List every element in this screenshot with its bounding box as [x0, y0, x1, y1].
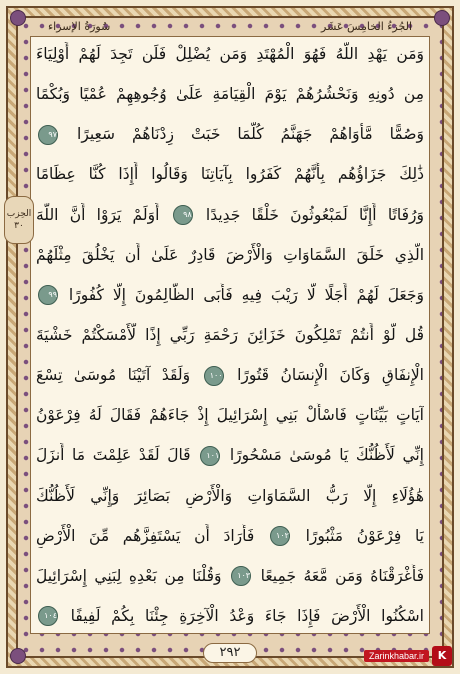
verse-text: الْإِنفَاقِ وَكَانَ الْإِنسَانُ قَتُورًا [237, 366, 424, 385]
site-watermark [364, 646, 452, 666]
verse-line [36, 604, 424, 628]
verse-text: وَصُمًّا مَّأْوَاهُمْ جَهَنَّمُ كُلَّمَا خَبَتْ زِدْنَاهُمْ سَعِيرًا [77, 125, 424, 144]
watermark-logo-icon: K [432, 646, 452, 666]
verse-line [36, 283, 424, 307]
verse-text: وَمَن يَهْدِ اللَّهُ فَهُوَ الْمُهْتَدِ وَمَن يُضْلِلْ فَلَن تَجِدَ لَهُمْ أَوْلِيَاءَ [36, 45, 424, 63]
verse-text: اسْكُنُوا الْأَرْضَ فَإِذَا جَاءَ وَعْدُ الْآخِرَةِ جِئْنَا بِكُمْ لَفِيفًا [70, 606, 424, 625]
verse-line [36, 484, 424, 508]
verse-line [36, 403, 424, 427]
verse-text: الَّذِي خَلَقَ السَّمَاوَاتِ وَالْأَرْضَ قَادِرٌ عَلَىٰ أَن يَخْلُقَ مِثْلَهُمْ [36, 245, 424, 264]
verse-text: آيَاتٍ بَيِّنَاتٍ فَاسْأَلْ بَنِي إِسْرَائِيلَ إِذْ جَاءَهُمْ فَقَالَ لَهُ فِرْعَوْنُ [36, 406, 424, 425]
verse-text: مِن دُونِهِ وَنَحْشُرُهُمْ يَوْمَ الْقِيَامَةِ عَلَىٰ وُجُوهِهِمْ عُمْيًا وَبُكْمًا [36, 85, 424, 104]
verse-line [36, 323, 424, 347]
ayah-number-marker: ١٠٢ [270, 526, 290, 546]
verse-text-continuation: وَلَقَدْ آتَيْنَا مُوسَىٰ تِسْعَ [36, 366, 191, 385]
ayah-number-marker: ١٠٤ [38, 606, 58, 626]
verse-line [36, 42, 424, 66]
verse-text-continuation: قَالَ لَقَدْ عَلِمْتَ مَا أَنزَلَ [36, 446, 191, 465]
verse-text: وَجَعَلَ لَهُمْ أَجَلًا لَّا رَيْبَ فِيهِ فَأَبَى الظَّالِمُونَ إِلَّا كُفُورًا [68, 285, 424, 304]
corner-ornament-icon [434, 10, 450, 26]
verse-text: يَا فِرْعَوْنُ مَثْبُورًا [305, 526, 424, 545]
verse-text: وَرُفَاتًا أَإِنَّا لَمَبْعُوثُونَ خَلْقًا جَدِيدًا [205, 205, 424, 224]
verse-text-continuation: فَأَرَادَ أَن يَسْتَفِزَّهُم مِّنَ الْأَرْضِ [36, 526, 255, 545]
verse-line [36, 443, 424, 467]
ayah-number-marker: ٩٨ [173, 205, 193, 225]
ayah-number-marker: ٩٧ [38, 125, 58, 145]
watermark-text: Zarinkhabar.ir [364, 650, 429, 662]
page-number: ٢٩٢ [203, 643, 258, 663]
verse-text: إِنِّي لَأَظُنُّكَ يَا مُوسَىٰ مَسْحُورًا [229, 446, 424, 465]
verse-text: قُل لَّوْ أَنتُمْ تَمْلِكُونَ خَزَائِنَ رَحْمَةِ رَبِّي إِذًا لَّأَمْسَكْتُمْ خَشْيَةَ [36, 325, 424, 344]
page-header [30, 16, 430, 36]
verse-text: ذَٰلِكَ جَزَاؤُهُم بِأَنَّهُمْ كَفَرُوا بِآيَاتِنَا وَقَالُوا أَإِذَا كُنَّا عِظَامًا [36, 165, 424, 184]
verse-line [36, 363, 424, 387]
hizb-label: الحِزب [6, 209, 32, 219]
verse-line [36, 82, 424, 106]
ayah-number-marker: ١٠١ [200, 446, 220, 466]
verse-line [36, 564, 424, 588]
ayah-number-marker: ٩٩ [38, 285, 58, 305]
verse-text: فَأَغْرَقْنَاهُ وَمَن مَّعَهُ جَمِيعًا [260, 566, 424, 585]
corner-ornament-icon [10, 10, 26, 26]
ayah-number-marker: ١٠٣ [231, 566, 251, 586]
verse-text-continuation: أَوَلَمْ يَرَوْا أَنَّ اللَّهَ [36, 205, 160, 224]
juz-title: الجُزءُ الخامِسَ عَشَر [321, 19, 412, 33]
verse-line [36, 162, 424, 186]
ayah-number-marker: ١٠٠ [204, 366, 224, 386]
verse-text: هَٰؤُلَاءِ إِلَّا رَبُّ السَّمَاوَاتِ وَالْأَرْضِ بَصَائِرَ وَإِنِّي لَأَظُنُّكَ [36, 486, 424, 505]
surah-title: سُورَةُ الإسراء [48, 19, 111, 33]
verse-text-continuation: وَقُلْنَا مِن بَعْدِهِ لِبَنِي إِسْرَائِيلَ [36, 566, 222, 585]
verse-line [36, 203, 424, 227]
verse-line [36, 243, 424, 267]
verse-line [36, 524, 424, 548]
verse-lines [36, 42, 424, 628]
hizb-marker [4, 196, 34, 244]
hizb-number: ٣٠ [14, 221, 24, 231]
verse-line [36, 122, 424, 146]
